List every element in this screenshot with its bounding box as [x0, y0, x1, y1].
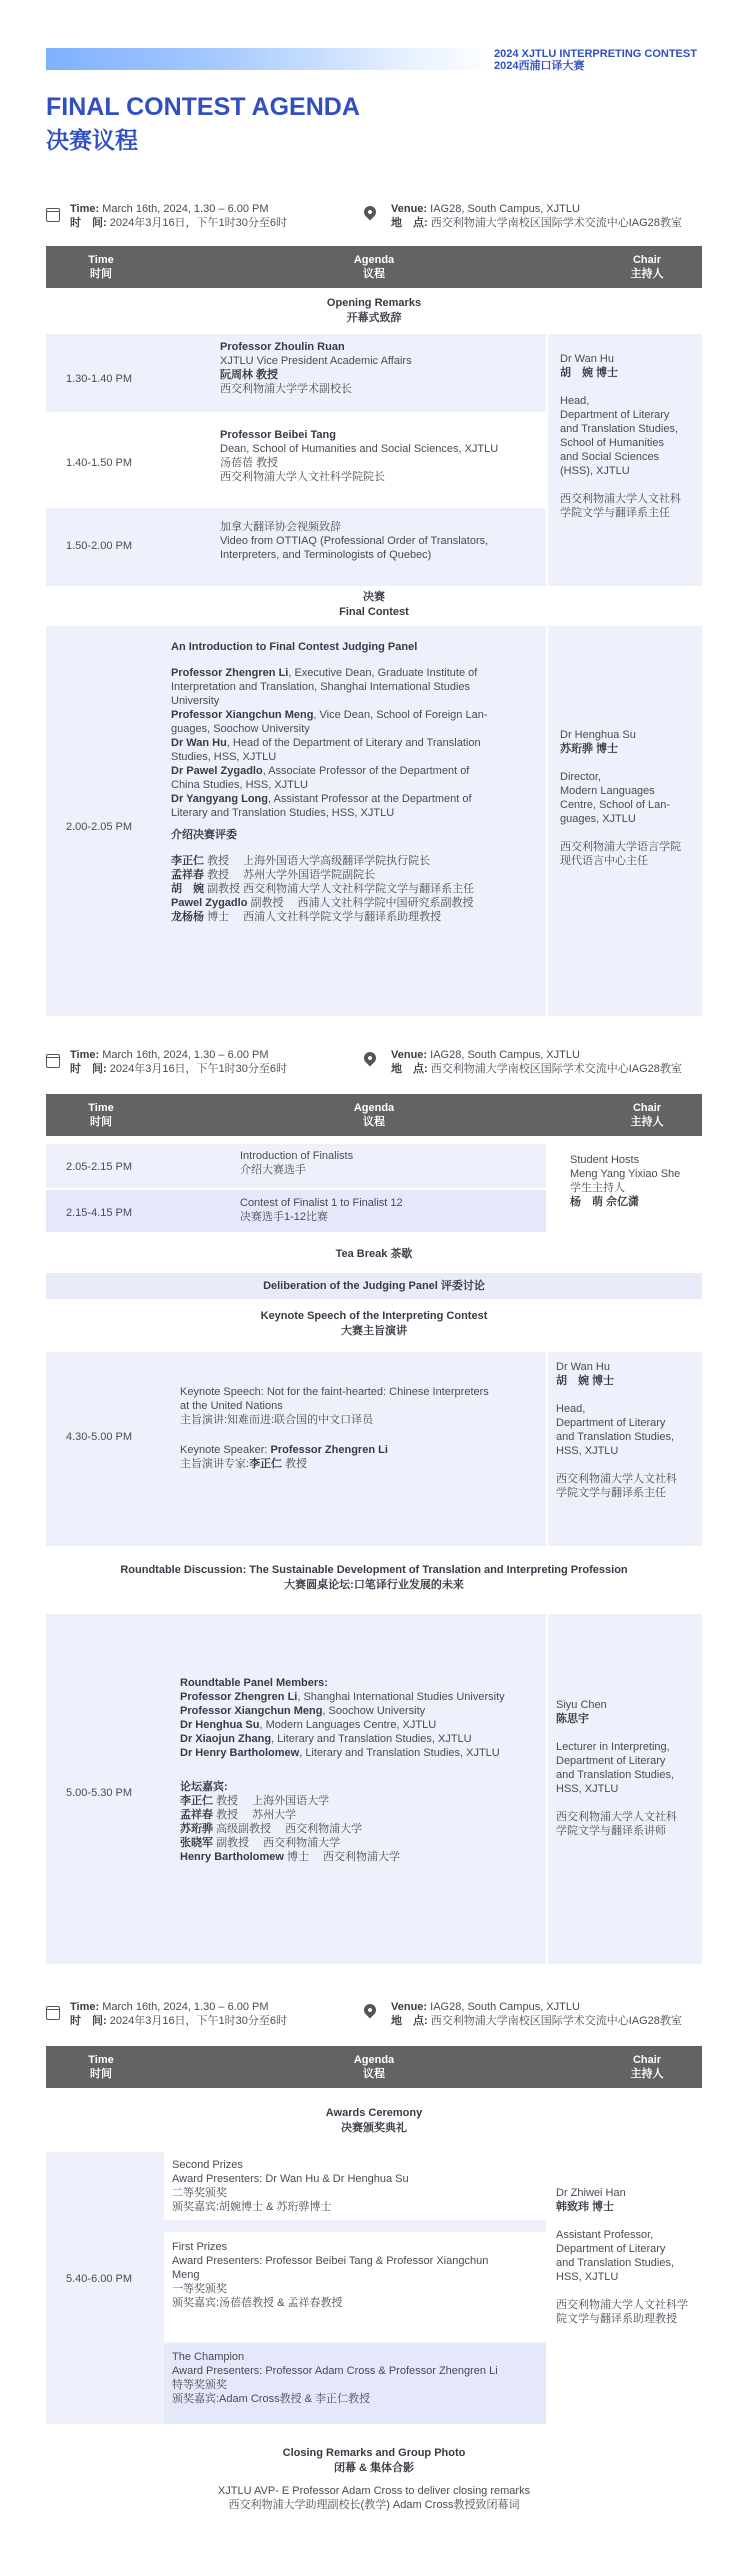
time-slot: 1.40-1.50 PM	[66, 457, 133, 469]
deliberation-band: Deliberation of the Judging Panel 评委讨论	[46, 1273, 702, 1299]
calendar-icon	[46, 208, 60, 222]
awards-title: Awards Ceremony 决赛颁奖典礼	[325, 2107, 423, 2134]
time-slot: 5.00-5.30 PM	[66, 1787, 133, 1799]
time-slot: 1.50-2.00 PM	[66, 540, 133, 552]
page-title-en: FINAL CONTEST AGENDA	[46, 93, 360, 121]
page-title-zh: 决赛议程	[46, 127, 138, 153]
calendar-icon	[46, 2006, 60, 2020]
table-header: Time 时间 Agenda 议程 Chair 主持人	[46, 2046, 702, 2088]
table-header: Time 时间 Agenda 议程 Chair 主持人	[46, 1094, 702, 1136]
judging-panel-intro: An Introduction to Final Contest Judging Panel Professor Zhengren Li, Executive Dean, Graduate Institute of Interpretation and Translation, Shanghai International Studies University Professor Xiangchun Meng, Vice Dean, School of Foreign Lan- guages, Soochow University Dr Wan Hu, Head of the Department of Literary and Translation Studies, HSS, XJTLU Dr Pawel Zygadlo, Associate Professor of the Department of China Studies, HSS, XJTLU Dr Yangyang Long, Assistant Professor at the Department of Literary and Translation Studies, HSS, XJTLU 介绍决赛评委 李正仁 教授 上海外国语大学高级翻译学院执行院长 孟祥春 教授 苏州大学外国语学院副院长 胡 婉 副教授 西交利物浦大学人文社科学院文学与翻译系主任 Pawel Zygadlo 副教授 西浦人文社科学院中国研究系副教授 龙杨杨 博士 西浦人文社科学院文学与翻译系助理教授	[171, 641, 488, 923]
final-title: 决赛 Final Contest	[339, 591, 409, 618]
time-slot: 2.05-2.15 PM	[66, 1161, 133, 1173]
agenda-item: 加拿大翻译协会视频致辞 Video from OTTIAQ (Professional Order of Translators, Interpreters, and Terminologists of Quebec)	[220, 521, 489, 561]
agenda-item: Introduction of Finalists 介绍大赛选手	[240, 1150, 354, 1176]
roundtable-panel: Roundtable Panel Members: Professor Zhengren Li, Shanghai International Studies University Professor Xiangchun Meng, Soochow University Dr Henghua Su, Modern Languages Centre, XJTLU Dr Xiaojun Zhang, Literary and Translation Studies, XJTLU Dr Henry Bartholomew, Literary and Translation Studies, XJTLU 论坛嘉宾: 李正仁 教授 上海外国语大学 孟祥春 教授 苏州大学 苏珩骅 高级副教授 西交利物浦大学 张晓军 副教授 西交利物浦大学 Henry Bartholomew 博士 西交利物浦大学	[180, 1677, 505, 1863]
award-item: The Champion Award Presenters: Professor Adam Cross & Professor Zhengren Li 特等奖颁奖 颁奖嘉宾:Adam Cross教授 & 李正仁教授	[172, 2351, 498, 2405]
agenda-item: Contest of Finalist 1 to Finalist 12 决赛选手1-12比赛	[240, 1197, 403, 1223]
time-slot: 2.15-4.15 PM	[66, 1207, 133, 1219]
table-header: Time 时间 Agenda 议程 Chair 主持人	[46, 246, 702, 288]
tea-break: Tea Break 茶歇	[335, 1248, 413, 1260]
closing-title: Closing Remarks and Group Photo 闭幕 & 集体合影	[282, 2447, 466, 2474]
keynote-title: Keynote Speech of the Interpreting Contest 大赛主旨演讲	[260, 1310, 488, 1337]
calendar-icon	[46, 1054, 60, 1068]
event-info: Time: March 16th, 2024, 1.30 – 6.00 PM 时 间: 2024年3月16日，下午1时30分至6时 Venue: IAG28, South Campus, XJTLU 地 点: 西交利物浦大学南校区国际学术交流中心IAG28教室	[46, 1996, 702, 2032]
time-slot: 4.30-5.00 PM	[66, 1431, 133, 1443]
award-item: First Prizes Award Presenters: Professor Beibei Tang & Professor Xiangchun Meng 一等奖颁奖 颁奖嘉宾:汤蓓蓓教授 & 孟祥春教授	[172, 2241, 489, 2309]
event-name-zh: 2024西浦口译大赛	[494, 60, 585, 72]
agenda-item: Professor Zhoulin Ruan XJTLU Vice President Academic Affairs 阮周林 教授 西交利物浦大学学术副校长	[220, 341, 412, 395]
time-slot: 5.40-6.00 PM	[66, 2273, 133, 2285]
location-pin-icon	[362, 204, 379, 221]
chair-info: Dr Zhiwei Han 韩致玮 博士 Assistant Professor, Department of Literary and Translation Studies, HSS, XJTLU 西交利物浦大学人文社科学 院文学与翻译系助理教授	[556, 2187, 688, 2325]
closing-details: XJTLU AVP- E Professor Adam Cross to deliver closing remarks 西交利物浦大学助理副校长(教学) Adam Cross教授致闭幕词	[217, 2485, 531, 2511]
time-slot: 2.00-2.05 PM	[66, 821, 133, 833]
chair-info: Student Hosts Meng Yang Yixiao She 学生主持人 杨 萌 佘亿潇	[570, 1154, 681, 1208]
location-pin-icon	[362, 1050, 379, 1067]
opening-title: Opening Remarks 开幕式致辞	[326, 297, 422, 324]
chair-info: Siyu Chen 陈思宇 Lecturer in Interpreting, Department of Literary and Translation Studies, HSS, XJTLU 西交利物浦大学人文社科 学院文学与翻译系讲师	[556, 1699, 677, 1837]
event-info: Time: March 16th, 2024, 1.30 – 6.00 PM 时 间: 2024年3月16日，下午1时30分至6时 Venue: IAG28, South Campus, XJTLU 地 点: 西交利物浦大学南校区国际学术交流中心IAG28教室	[46, 1044, 702, 1080]
location-pin-icon	[362, 2002, 379, 2019]
time-slot: 1.30-1.40 PM	[66, 373, 133, 385]
award-item: Second Prizes Award Presenters: Dr Wan Hu & Dr Henghua Su 二等奖颁奖 颁奖嘉宾:胡婉博士 & 苏珩骅博士	[172, 2159, 409, 2213]
keynote-details: Keynote Speech: Not for the faint-hearted: Chinese Interpreters at the United Nations 主旨演讲:知难而进:联合国的中文口译员 Keynote Speaker: Professor Zhengren Li 主旨演讲专家:李正仁 教授	[180, 1386, 489, 1470]
chair-info: Dr Wan Hu 胡 婉 博士 Head, Department of Literary and Translation Studies, School of Humanities and Social Sciences (HSS), XJTLU 西交利物浦大学人文社科 学院文学与翻译系主任	[560, 353, 681, 519]
chair-info: Dr Wan Hu 胡 婉 博士 Head, Department of Literary and Translation Studies, HSS, XJTLU 西交利物浦大学人文社科 学院文学与翻译系主任	[556, 1361, 677, 1499]
roundtable-title: Roundtable Discussion: The Sustainable Development of Translation and Interpreting Profession 大赛圆桌论坛:口笔译行业发展的未来	[120, 1564, 628, 1591]
event-name-en: 2024 XJTLU INTERPRETING CONTEST	[494, 48, 697, 60]
chair-info: Dr Henghua Su 苏珩骅 博士 Director, Modern Languages Centre, School of Lan- guages, XJTLU 西交利物浦大学语言学院 现代语言中心主任	[560, 729, 681, 867]
header-gradient-bar	[46, 48, 494, 70]
event-info: Time: March 16th, 2024, 1.30 – 6.00 PM 时 间: 2024年3月16日，下午1时30分至6时 Venue: IAG28, South Campus, XJTLU 地 点: 西交利物浦大学南校区国际学术交流中心IAG28教室	[46, 198, 702, 234]
agenda-item: Professor Beibei Tang Dean, School of Humanities and Social Sciences, XJTLU 汤蓓蓓 教授 西交利物浦大学人文社科学院院长	[220, 429, 499, 483]
